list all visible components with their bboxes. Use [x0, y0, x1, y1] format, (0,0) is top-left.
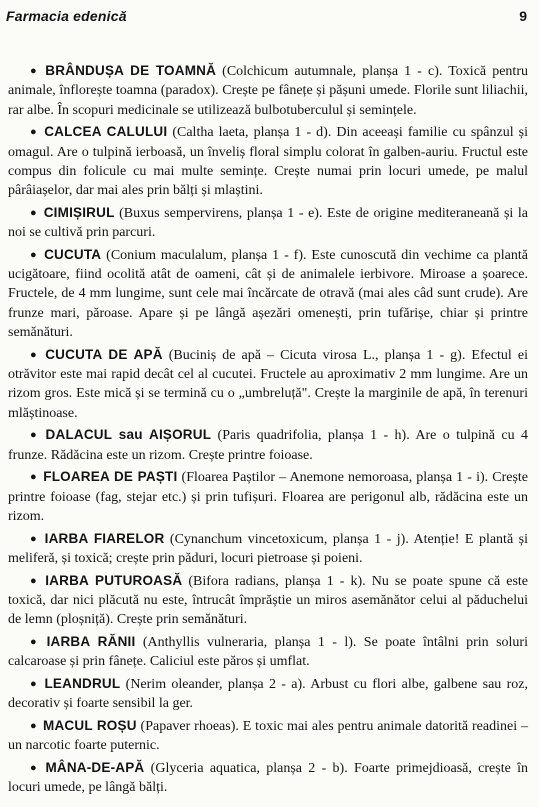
- entry: [8, 674, 528, 714]
- bullet-icon: ●: [30, 348, 40, 361]
- entry-term: FLOAREA DE PAȘTI: [43, 469, 178, 485]
- entry-term: IARBA RĂNII: [46, 633, 136, 649]
- entry-term: CUCUTA: [44, 246, 102, 262]
- entry: [8, 122, 528, 200]
- entries-list: [8, 61, 528, 800]
- entry-text: (Caltha laeta, planșa 1 - d). Din aceeași familie cu spânzul și omagul. Are o tulpină ierboasă, un înveliș floral simplu colorat în galben-auriu. Fructul este compus din folicule cu mai multe semințe. Crește numai prin locuri umede, pe malul pârâiașelor, dar mai ales prin bălți și mlaștini.: [8, 125, 528, 199]
- entry-text: (Floarea Paștilor – Anemone nemoroasa, planșa 1 - i). Crește printre foioase (fag, stejar etc.) și prin tufișuri. Floarea are perigonul alb, rădăcina este un rizom.: [8, 470, 528, 524]
- bullet-icon: ●: [30, 126, 39, 139]
- entry: [8, 245, 528, 342]
- bullet-icon: ●: [30, 65, 40, 77]
- entry-term: IARBA PUTUROASĂ: [45, 572, 183, 588]
- bullet-icon: ●: [30, 574, 40, 587]
- entry-term: MÂNA-DE-APĂ: [45, 759, 145, 775]
- entry-term: CUCUTA DE APĂ: [45, 346, 163, 362]
- entry: [8, 467, 528, 526]
- entry: [8, 425, 528, 465]
- entry: [8, 758, 528, 798]
- entry-text: (Buciniș de apă – Cicuta virosa L., planșa 1 - g). Efectul ei otrăvitor este mai rapid decât cel al cucutei. Fructele au aproximativ 2 mm lungime. Are un rizom gros. Este mică și se termină cu o „umbreluță". Crește la marginile de apă, în terenuri mlăștinoase.: [8, 347, 528, 421]
- entry-text: (Anthyllis vulneraria, planșa 1 - l). Se poate întâlni prin soluri calcaroase și prin fânețe. Caliciul este păros și umflat.: [8, 634, 528, 670]
- entry-term: DALACUL sau AIȘORUL: [45, 427, 212, 443]
- entry: [8, 203, 528, 243]
- bullet-icon: ●: [30, 429, 40, 442]
- entry-term: CIMIȘIRUL: [43, 204, 115, 220]
- entry-term: LEANDRUL: [44, 675, 121, 691]
- entry-text: (Papaver rhoeas). E toxic mai ales pentru animale datorită readinei – un narcotic foarte puternic.: [8, 718, 528, 754]
- running-title: Farmacia edenică: [6, 8, 127, 24]
- entry-text: (Buxus sempervirens, planșa 1 - e). Este de origine mediteraneană și la noi se cultivă prin parcuri.: [8, 205, 528, 241]
- entry-text: (Paris quadrifolia, planșa 1 - h). Are o tulpină cu 4 frunze. Rădăcina este un rizom. Crește printre foioase.: [8, 428, 528, 463]
- bullet-icon: ●: [30, 761, 40, 774]
- bullet-icon: ●: [30, 206, 38, 219]
- entry: [8, 571, 528, 630]
- entry-text: (Conium maculalum, planșa 1 - f). Este cunoscută din vechime ca plantă ucigătoare, fiind ocolită atât de oameni, cât și de animalele ierbivore. Miroase a șoarece. Fructele, de 4 mm lungime, sunt cele mai încărcate de otravă (mai ales câd sunt crude). Are frunze mari, păroase. Apare și pe lângă așezări omenești, prin tufărișe, chiar și printre semănături.: [8, 247, 528, 341]
- bullet-icon: ●: [30, 719, 38, 732]
- entry-text: (Colchicum autumnale, planșa 1 - c). Toxică pentru animale, înflorește toamna (paradox). Crește pe fânețe și pășuni umede. Florile sunt liliachii, rar albe. În scopuri medicinale se utilizează bulbotuberculul și semințele.: [8, 64, 528, 118]
- entry-term: MACUL ROȘU: [43, 717, 137, 733]
- entry-term: BRÂNDUȘA DE TOAMNĂ: [45, 63, 217, 78]
- entry: [8, 345, 528, 423]
- entry-text: (Nerim oleander, planșa 2 - a). Arbust cu flori albe, galbene sau roz, decorativ și foarte sensibil la ger.: [8, 676, 528, 712]
- entry-term: CALCEA CALULUI: [44, 124, 168, 140]
- entry-text: (Cynanchum vincetoxicum, planșa 1 - j). Atenție! E plantă și meliferă, și toxică; crește prin păduri, locuri pietroase și poieni.: [8, 531, 528, 566]
- entry: [8, 61, 528, 120]
- entry-term: IARBA FIARELOR: [44, 530, 165, 546]
- bullet-icon: ●: [30, 471, 38, 484]
- entry: [8, 632, 528, 672]
- entry: [8, 716, 528, 756]
- bullet-icon: ●: [30, 635, 41, 648]
- entry-text: (Bifora radians, planșa 1 - k). Nu se poate spune că este toxică, dar nici plăcută nu este, întrucât împrăștie un miros asemănător celui al păduchelui de lemn (ploșniță). Crește prin semănături.: [8, 573, 529, 628]
- bullet-icon: ●: [30, 248, 39, 261]
- page-header: [6, 4, 527, 28]
- page-number: 9: [519, 8, 527, 24]
- bullet-icon: ●: [30, 677, 39, 690]
- entry: [8, 529, 528, 569]
- bullet-icon: ●: [30, 532, 39, 545]
- entry-text: (Glyceria aquatica, planșa 2 - b). Foarte primejdioasă, crește în locuri umede, pe lângă bălți.: [8, 760, 528, 796]
